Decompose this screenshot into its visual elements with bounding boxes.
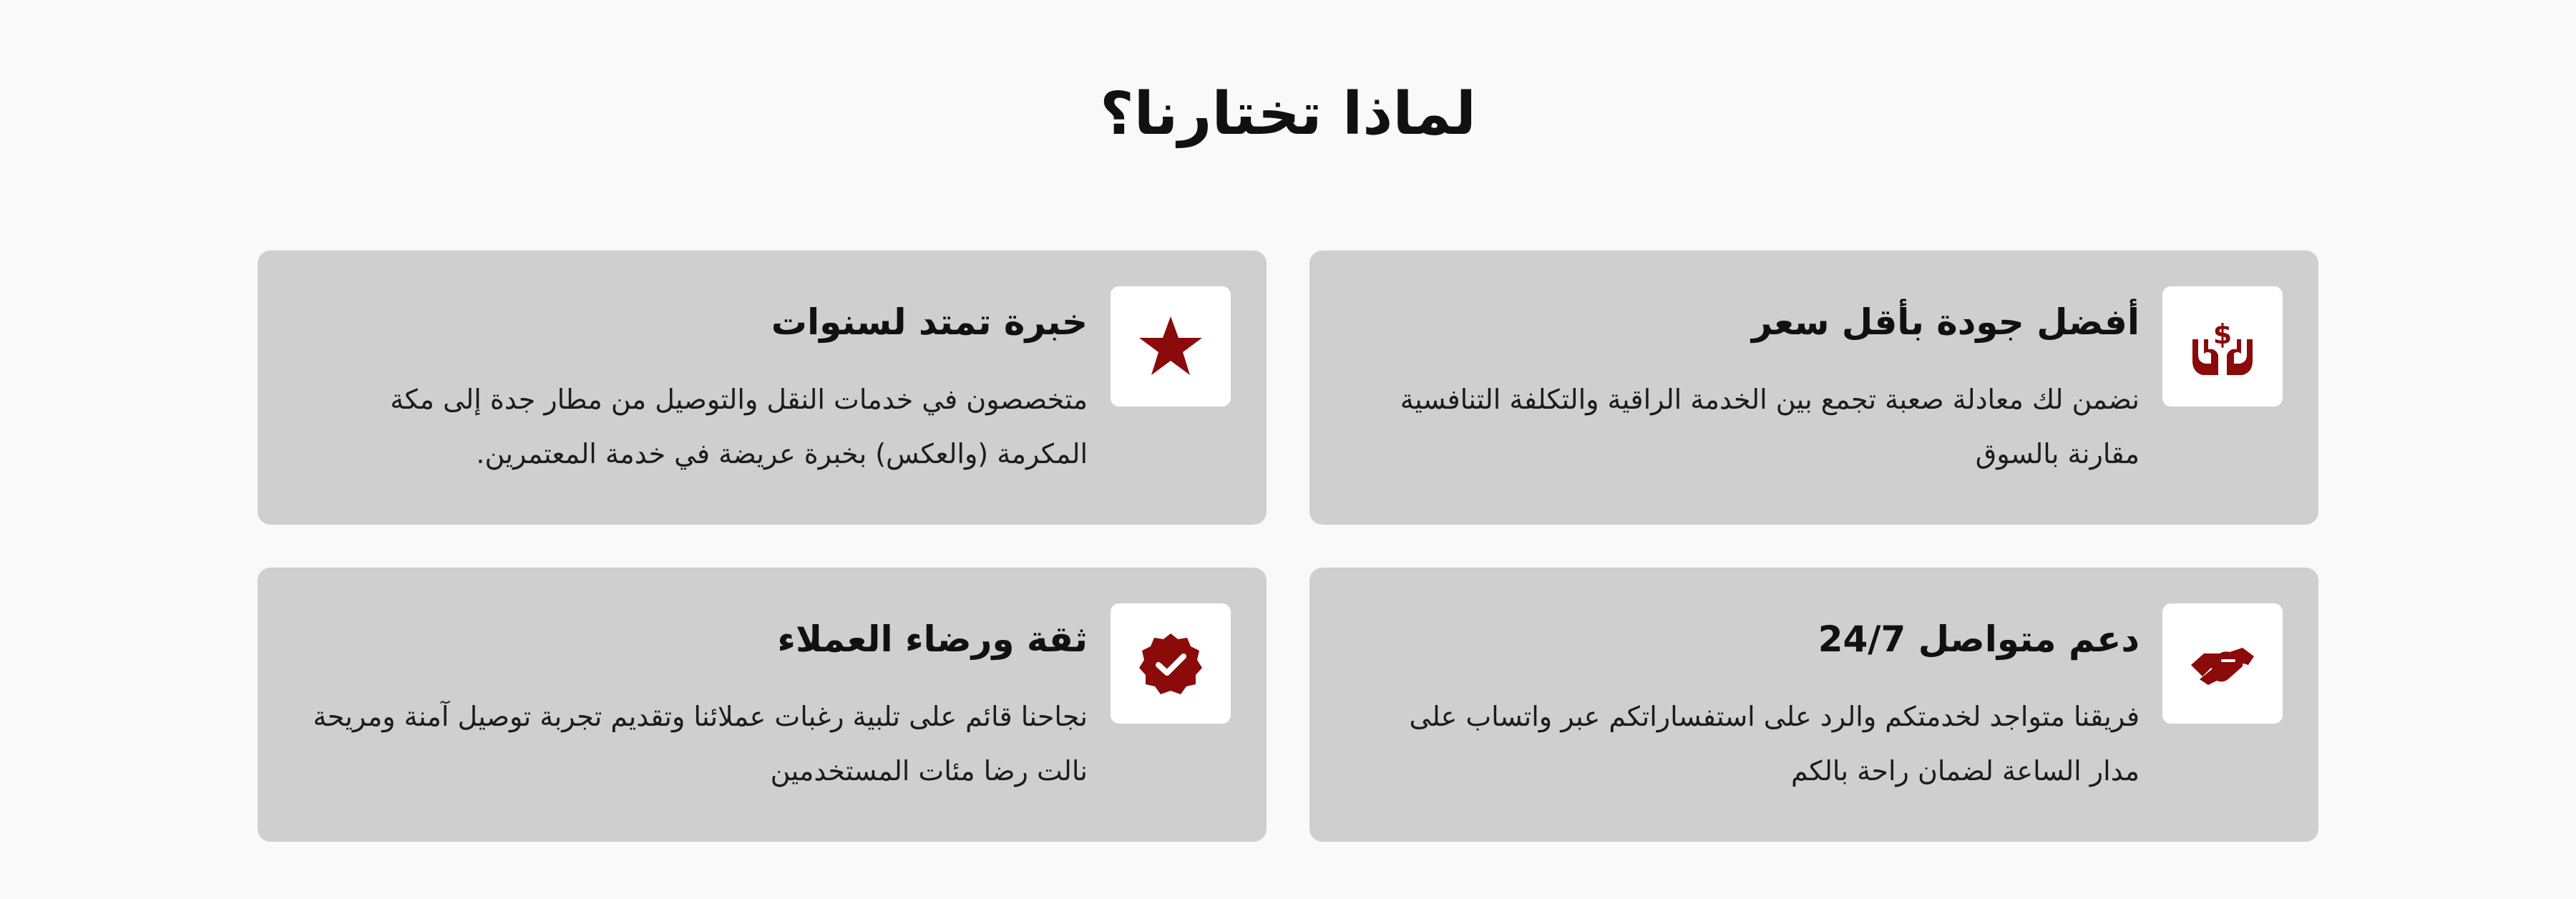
feature-title: خبرة تمتد لسنوات	[771, 301, 1088, 343]
section-title: لماذا تختارنا؟	[1100, 80, 1476, 148]
feature-description: نضمن لك معادلة صعبة تجمع بين الخدمة الراقية والتكلفة التنافسية مقارنة بالسوق	[1400, 384, 2140, 470]
feature-card-experience	[258, 251, 1267, 525]
feature-title: دعم متواصل 24/7	[1818, 618, 2140, 660]
feature-icon-box	[2162, 286, 2283, 407]
feature-card-support	[1309, 568, 2318, 842]
feature-icon-box	[2162, 603, 2283, 724]
verified-badge-icon	[1135, 628, 1206, 699]
feature-icon-box	[1111, 603, 1231, 724]
feature-title: أفضل جودة بأقل سعر	[1752, 301, 2140, 343]
handshake-icon	[2187, 628, 2258, 699]
feature-card-trust	[258, 568, 1267, 842]
feature-description: متخصصون في خدمات النقل والتوصيل من مطار جدة إلى مكة المكرمة (والعكس) بخبرة عريضة في خدمة المعتمرين.	[390, 384, 1088, 470]
feature-description: فريقنا متواجد لخدمتكم والرد على استفساراتكم عبر واتساب على مدار الساعة لضمان راحة بالكم	[1409, 701, 2140, 787]
feature-title: ثقة ورضاء العملاء	[777, 618, 1088, 660]
feature-description: نجاحنا قائم على تلبية رغبات عملائنا وتقديم تجربة توصيل آمنة ومريحة نالت رضا مئات المستخدمين	[313, 701, 1088, 787]
features-grid	[258, 251, 2318, 842]
feature-card-best-price	[1309, 251, 2318, 525]
svg-text:$: $	[2212, 319, 2233, 350]
money-hands-icon	[2187, 311, 2258, 382]
feature-icon-box	[1111, 286, 1231, 407]
star-icon	[1135, 311, 1206, 382]
